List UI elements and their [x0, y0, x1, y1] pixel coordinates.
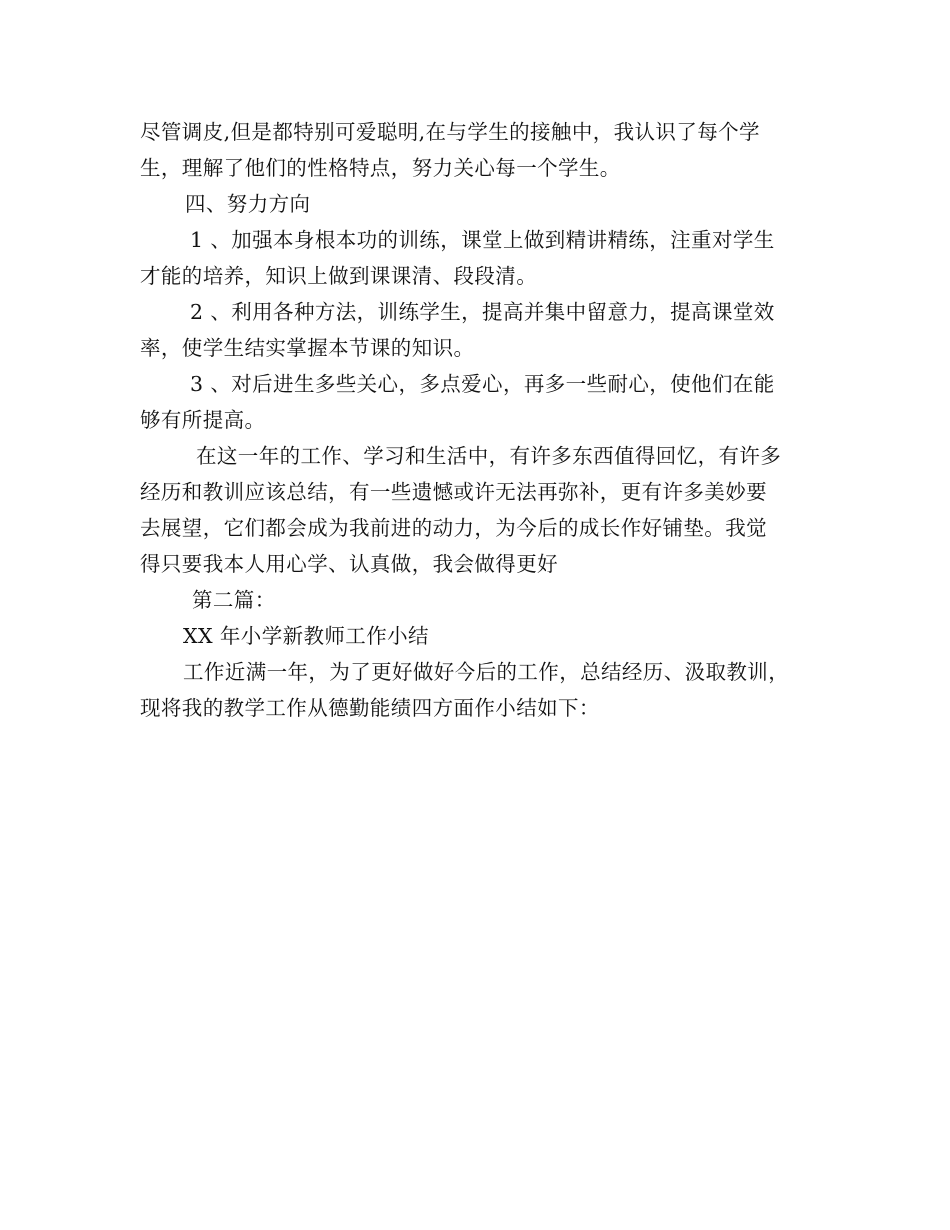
paragraph-line: 工作近满一年，为了更好做好今后的工作，总结经历、汲取教训，: [183, 660, 790, 684]
part-heading: 第二篇：: [192, 588, 276, 612]
section-heading: 四、努力方向: [185, 192, 311, 216]
document-title: XX 年小学新教师工作小结: [183, 624, 429, 648]
list-item-1: 1 、加强本身根本功的训练，课堂上做到精讲精练，注重对学生: [190, 228, 775, 252]
paragraph-line: 得只要我本人用心学、认真做，我会做得更好: [140, 552, 558, 576]
paragraph-line: 在这一年的工作、学习和生活中，有许多东西值得回忆，有许多: [196, 444, 782, 468]
list-item-2: 2 、利用各种方法，训练学生，提高并集中留意力，提高课堂效: [190, 300, 775, 324]
paragraph-line: 现将我的教学工作从德勤能绩四方面作小结如下：: [140, 696, 600, 720]
paragraph-line: 够有所提高。: [140, 408, 266, 432]
paragraph-line: 生，理解了他们的性格特点，努力关心每一个学生。: [140, 156, 621, 180]
paragraph-line: 经历和教训应该总结，有一些遗憾或许无法再弥补，更有许多美妙要: [140, 480, 767, 504]
list-item-3: 3 、对后进生多些关心，多点爱心，再多一些耐心，使他们在能: [190, 372, 775, 396]
paragraph-line: 率，使学生结实掌握本节课的知识。: [140, 336, 475, 360]
paragraph-line: 才能的培养，知识上做到课课清、段段清。: [140, 264, 538, 288]
paragraph-line: 去展望，它们都会成为我前进的动力，为今后的成长作好铺垫。我觉: [140, 516, 767, 540]
paragraph-line: 尽管调皮,但是都特别可爱聪明,在与学生的接触中，我认识了每个学: [140, 120, 760, 144]
